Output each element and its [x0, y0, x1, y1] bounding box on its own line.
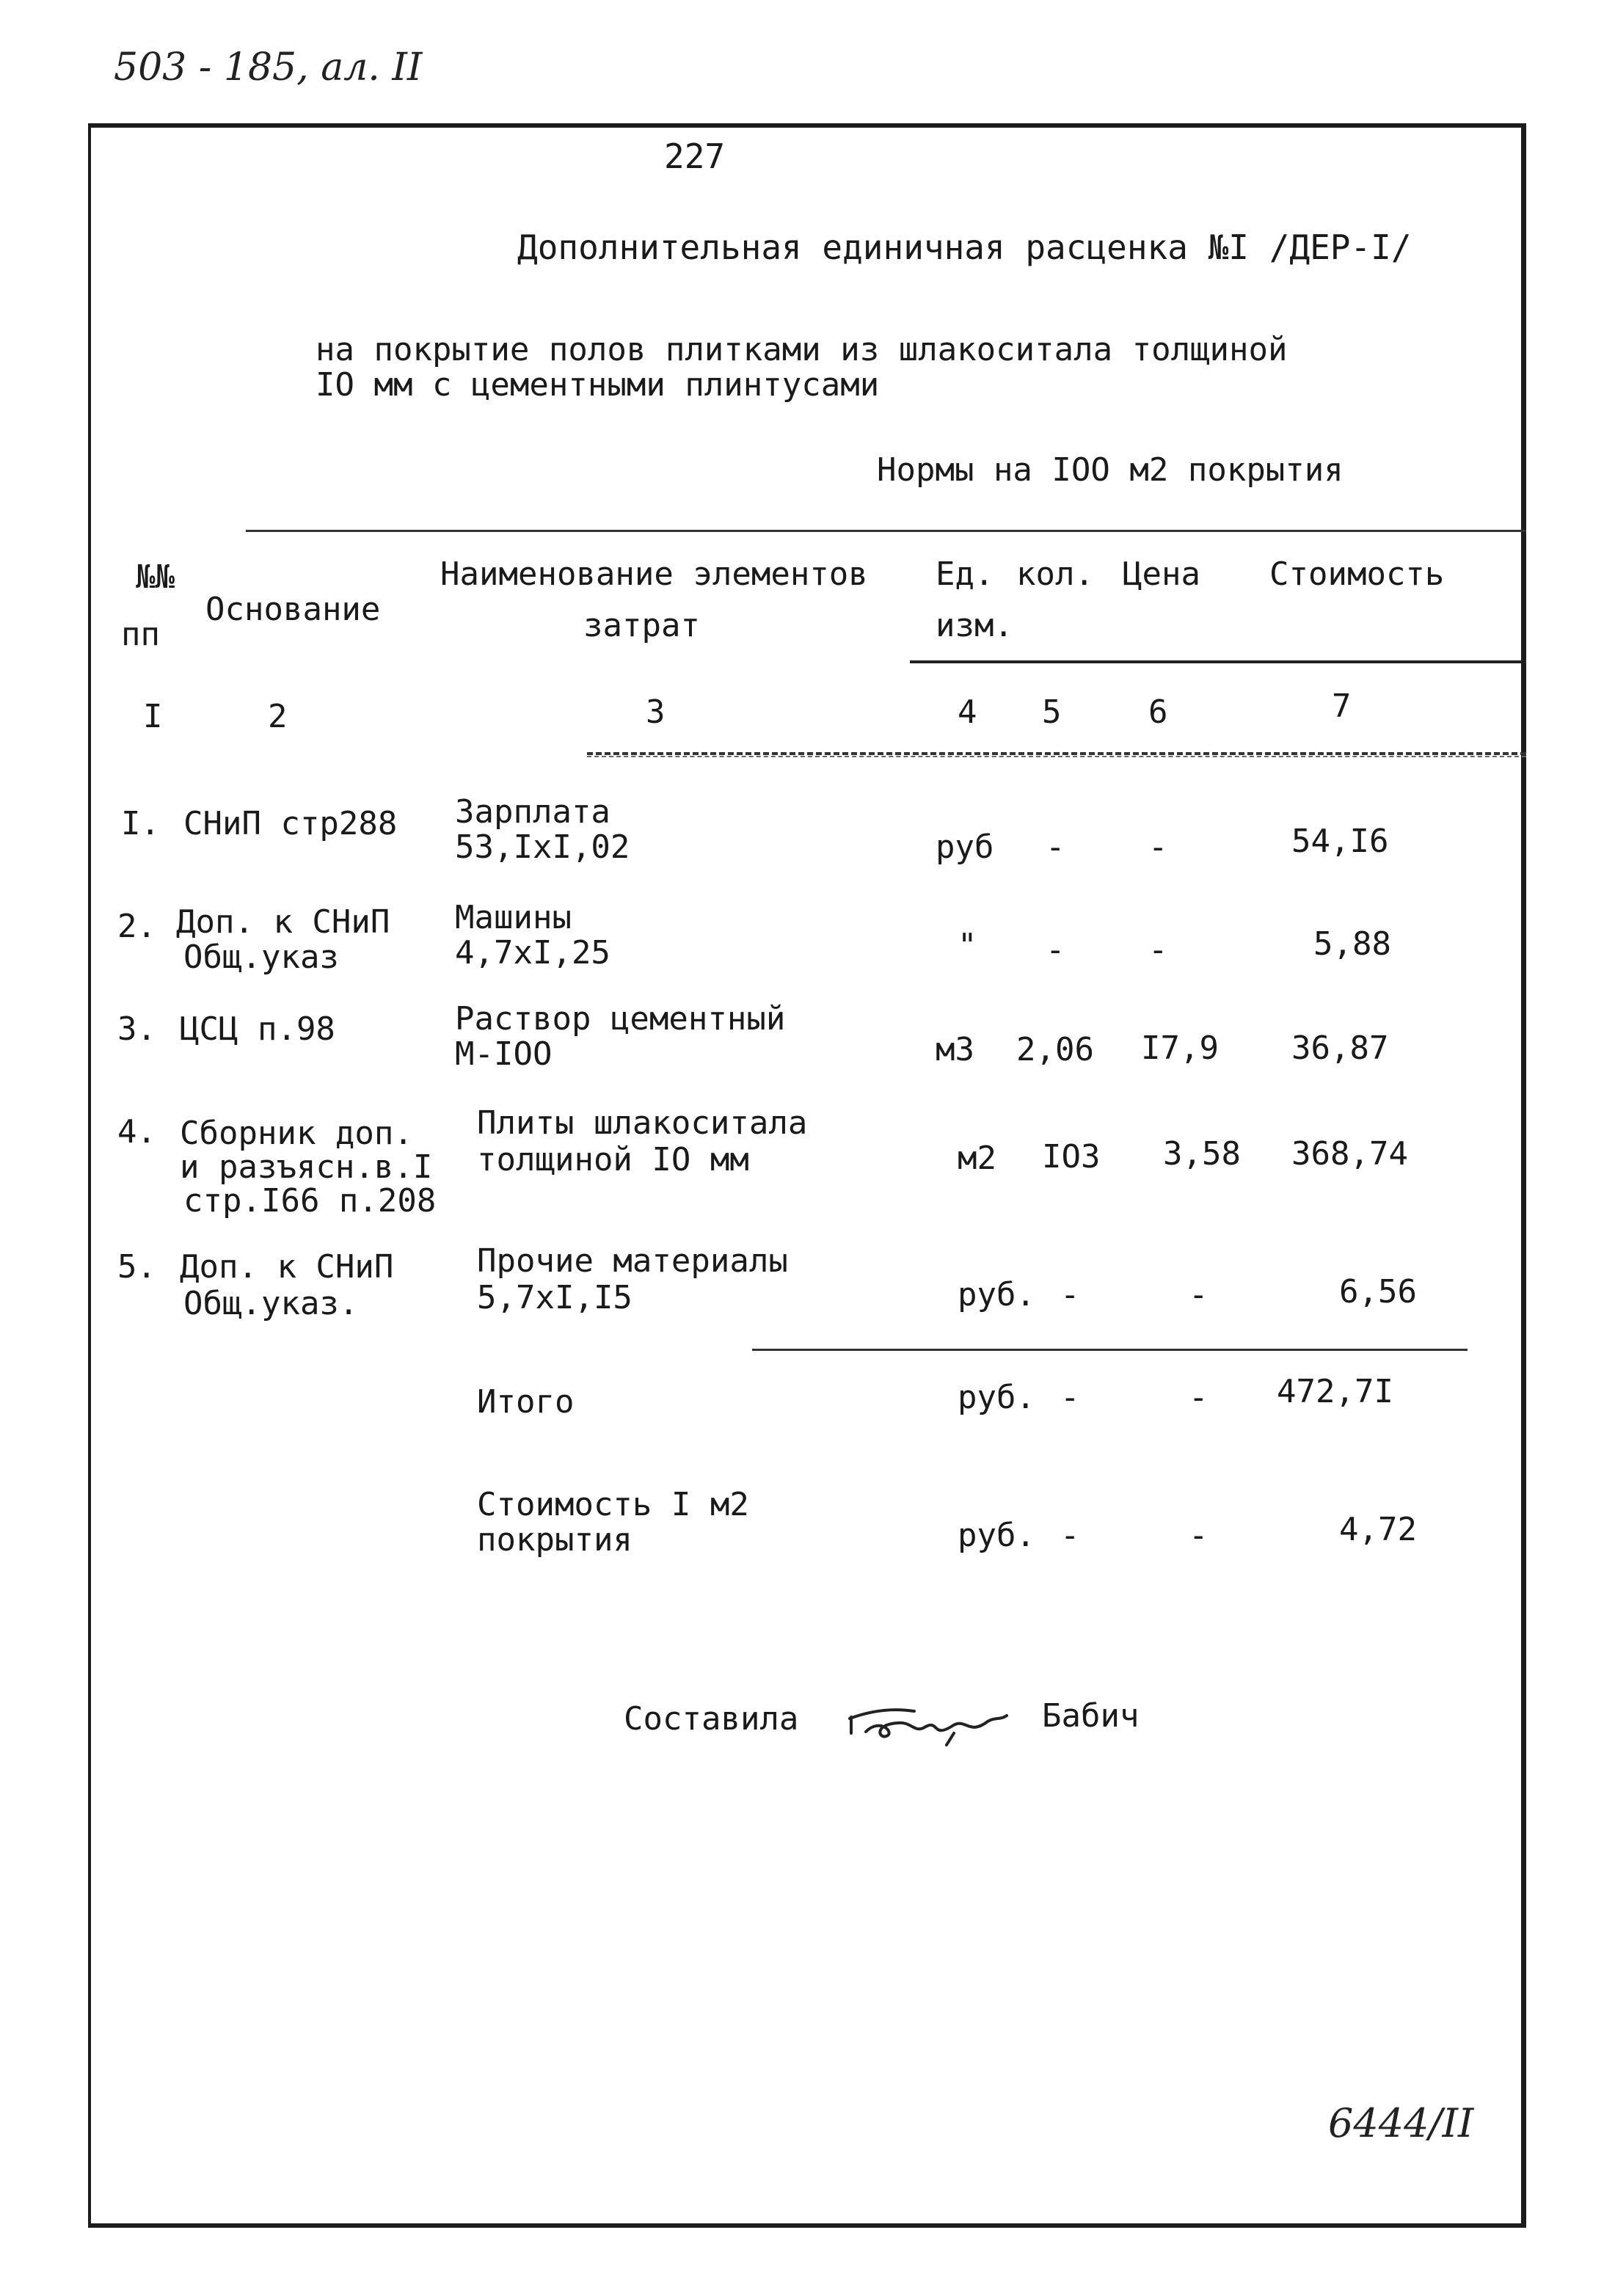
row-5-qty: - [1060, 1276, 1080, 1313]
row-1-qty: - [1046, 828, 1065, 866]
row-1-price: - [1148, 828, 1168, 866]
row-3-name-2: М-IOO [455, 1035, 553, 1073]
row-2-name-2: 4,7xI,25 [455, 934, 610, 972]
header-unit-2: изм. [936, 607, 1013, 644]
page-title: Дополнительная единичная расценка №I /ДЕР-I/ [517, 227, 1412, 267]
col-num-7: 7 [1332, 688, 1352, 725]
row-4-qty: IO3 [1042, 1138, 1101, 1176]
header-num-pp: пп [121, 616, 160, 653]
col-num-2: 2 [268, 698, 288, 735]
header-price: Цена [1123, 555, 1200, 593]
header-cost: Стоимость [1269, 555, 1445, 593]
row-5-cost: 6,56 [1339, 1273, 1417, 1311]
page-number: 227 [664, 136, 726, 176]
row-2-num: 2. [117, 908, 156, 945]
row-2-basis: Доп. к СНиП [176, 903, 390, 941]
row-2-cost: 5,88 [1313, 925, 1391, 963]
row-4-num: 4. [117, 1113, 156, 1151]
unit-cost-price: - [1189, 1517, 1209, 1554]
row-2-price: - [1148, 931, 1168, 969]
row-3-basis: ЦСЦ п.98 [180, 1010, 335, 1048]
norms-caption: Нормы на IOO м2 покрытия [877, 451, 1344, 489]
total-cost: 472,7I [1277, 1373, 1393, 1410]
row-1-name: Зарплата [455, 793, 610, 831]
col-num-6: 6 [1148, 693, 1168, 731]
header-top-rule [246, 530, 1526, 532]
row-5-price: - [1189, 1276, 1209, 1313]
col-num-4: 4 [958, 693, 977, 731]
unit-cost-unit: руб. [958, 1517, 1035, 1554]
col-num-5: 5 [1042, 693, 1062, 731]
corner-note: 6444/II [1328, 2100, 1474, 2146]
unit-cost-label: Стоимость I м2 [477, 1486, 749, 1523]
row-5-num: 5. [117, 1248, 156, 1286]
unit-cost-value: 4,72 [1339, 1511, 1417, 1548]
row-2-basis-2: Общ.указ [183, 939, 339, 976]
row-4-basis: Сборник доп. [180, 1115, 413, 1152]
unit-cost-qty: - [1060, 1517, 1080, 1554]
total-unit: руб. [958, 1379, 1035, 1416]
row-3-num: 3. [117, 1010, 156, 1048]
row-4-unit: м2 [958, 1140, 996, 1177]
row-4-name: Плиты шлакоситала [477, 1104, 808, 1142]
archive-note: 503 - 185, ал. II [114, 45, 423, 90]
row-1-basis: СНиП стр288 [183, 805, 398, 842]
header-bottom-rule [587, 752, 1526, 755]
row-4-price: 3,58 [1163, 1135, 1241, 1173]
row-3-cost: 36,87 [1291, 1029, 1389, 1067]
row-1-unit: руб [936, 828, 994, 866]
row-4-basis-2: и разъясн.в.I [180, 1148, 433, 1186]
row-5-unit: руб. [958, 1276, 1035, 1313]
header-basis: Основание [205, 591, 381, 628]
row-3-unit: м3 [936, 1031, 974, 1068]
row-3-qty: 2,06 [1016, 1031, 1094, 1068]
row-5-basis: Доп. к СНиП [180, 1248, 394, 1286]
unit-cost-label-2: покрытия [477, 1521, 633, 1559]
row-5-name: Прочие материалы [477, 1242, 788, 1280]
row-2-unit: " [958, 927, 977, 964]
row-2-qty: - [1046, 931, 1065, 969]
total-qty: - [1060, 1379, 1080, 1416]
subtitle-line-2: IO мм с цементными плинтусами [316, 366, 880, 404]
row-4-cost: 368,74 [1291, 1135, 1408, 1173]
row-5-name-2: 5,7xI,I5 [477, 1279, 633, 1316]
header-num: №№ [136, 558, 175, 596]
row-3-name: Раствор цементный [455, 1000, 786, 1038]
row-1-name-2: 53,IxI,02 [455, 828, 630, 866]
total-price: - [1189, 1379, 1209, 1416]
subtitle-line-1: на покрытие полов плитками из шлакоситала толщиной [316, 331, 1288, 368]
row-4-name-2: толщиной IO мм [477, 1141, 749, 1178]
columns-rule [587, 756, 1526, 757]
compiled-name: Бабич [1042, 1697, 1140, 1735]
signature [844, 1688, 1013, 1754]
col-num-3: 3 [646, 693, 666, 731]
header-qty: кол. [1016, 555, 1094, 593]
header-unit: Ед. [936, 555, 994, 593]
header-name: Наименование элементов [440, 555, 868, 593]
compiled-label: Составила [624, 1700, 799, 1738]
row-5-basis-2: Общ.указ. [183, 1285, 359, 1322]
row-4-basis-3: стр.I66 п.208 [183, 1182, 437, 1220]
row-1-num: I. [121, 805, 160, 842]
total-rule [752, 1349, 1468, 1351]
header-mid-rule [910, 660, 1526, 663]
header-name-2: затрат [583, 607, 700, 644]
col-num-1: I [143, 698, 163, 735]
total-label: Итого [477, 1383, 575, 1421]
row-3-price: I7,9 [1141, 1029, 1219, 1067]
row-2-name: Машины [455, 899, 572, 936]
row-1-cost: 54,I6 [1291, 823, 1389, 860]
